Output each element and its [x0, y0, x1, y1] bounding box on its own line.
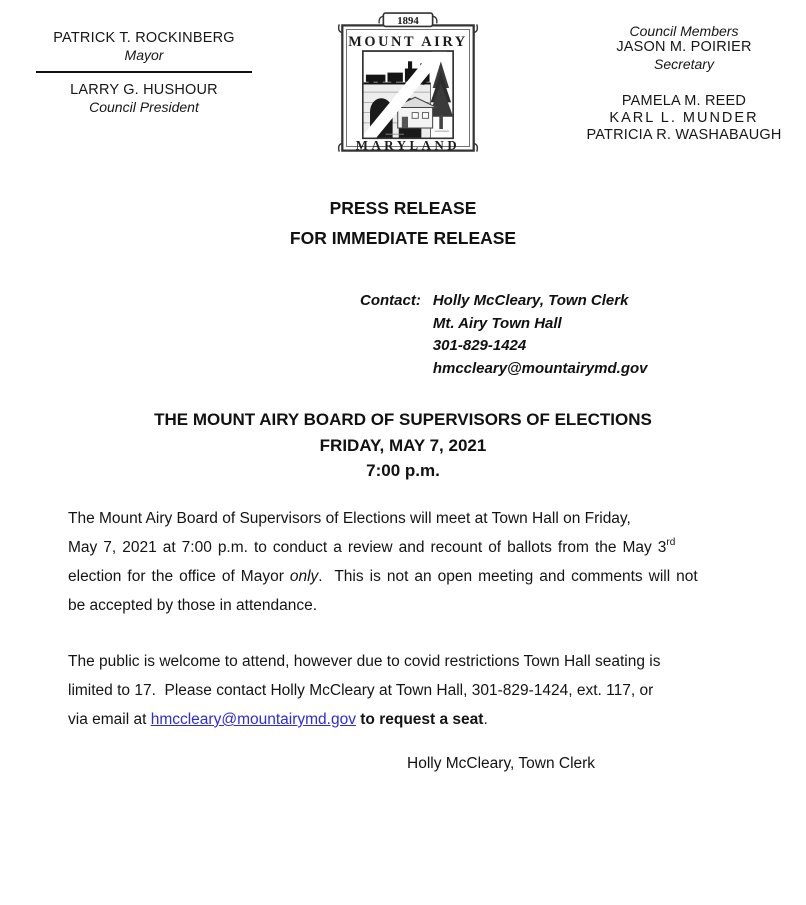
paragraph-1 — [68, 504, 768, 620]
text-run: . This is not an open meeting and comments will not — [318, 568, 698, 585]
letterhead-left — [36, 30, 252, 115]
text-run: be accepted by those in attendance. — [68, 597, 318, 614]
ordinal-superscript: rd — [666, 536, 676, 548]
signature-line: Holly McCleary, Town Clerk — [407, 755, 596, 772]
council-president-name: LARRY G. HUSHOUR — [70, 82, 218, 98]
text-run: . — [483, 711, 488, 728]
letterhead-right — [562, 23, 806, 144]
contact-details — [433, 290, 648, 380]
text-run: to request a seat — [355, 711, 484, 728]
paragraph-2 — [68, 647, 768, 734]
text-run: The Mount Airy Board of Supervisors of Elections will meet at Town Hall on Friday, — [68, 510, 631, 527]
text-run: only — [289, 568, 319, 585]
body-text — [68, 504, 768, 734]
council-president-title: Council President — [89, 99, 199, 115]
text-run: May 7, 2021 at 7:00 p.m. to conduct a review and recount of ballots from the May 3 — [68, 539, 667, 556]
council-member-1: PAMELA M. REED — [621, 93, 747, 109]
release-heading — [0, 193, 806, 253]
contact-block — [360, 290, 648, 380]
mayor-title: Mayor — [124, 47, 164, 63]
secretary-name: JASON M. POIRIER — [616, 39, 752, 55]
seal-town-name: MOUNT AIRY — [348, 33, 468, 50]
contact-email: hmccleary@mountairymd.gov — [432, 359, 648, 377]
seal-state-name: MARYLAND — [355, 138, 461, 153]
seal-year: 1894 — [397, 14, 419, 27]
contact-label: Contact: — [360, 292, 421, 309]
town-seal — [336, 10, 480, 166]
immediate-release-subtitle: FOR IMMEDIATE RELEASE — [289, 228, 517, 248]
event-heading — [0, 407, 806, 484]
secretary-title: Secretary — [654, 56, 714, 72]
mayor-name: PATRICK T. ROCKINBERG — [53, 30, 235, 46]
contact-phone: 301-829-1424 — [432, 337, 527, 354]
council-members-heading: Council Members — [629, 23, 739, 39]
text-run: via email at — [68, 711, 151, 728]
contact-place: Mt. Airy Town Hall — [432, 314, 562, 332]
event-title: THE MOUNT AIRY BOARD OF SUPERVISORS OF ELECTIONS — [154, 410, 652, 429]
text-run: limited to 17. Please contact Holly McCleary at Town Hall, 301-829-1424, ext. 117, or — [68, 682, 654, 699]
text-run: The public is welcome to attend, however due to covid restrictions Town Hall seating is — [68, 653, 661, 670]
council-member-2: KARL L. MUNDER — [609, 110, 759, 126]
letterhead-divider — [36, 71, 252, 73]
mount-airy-seal-icon — [336, 10, 480, 166]
event-date: FRIDAY, MAY 7, 2021 — [319, 435, 487, 455]
press-release-title: PRESS RELEASE — [329, 198, 477, 218]
email-link[interactable]: hmccleary@mountairymd.gov — [150, 711, 356, 728]
contact-name: Holly McCleary, Town Clerk — [432, 292, 629, 309]
text-run: election for the office of Mayor — [68, 568, 290, 585]
event-time: 7:00 p.m. — [366, 461, 440, 480]
council-member-3: PATRICIA R. WASHABAUGH — [586, 127, 782, 143]
